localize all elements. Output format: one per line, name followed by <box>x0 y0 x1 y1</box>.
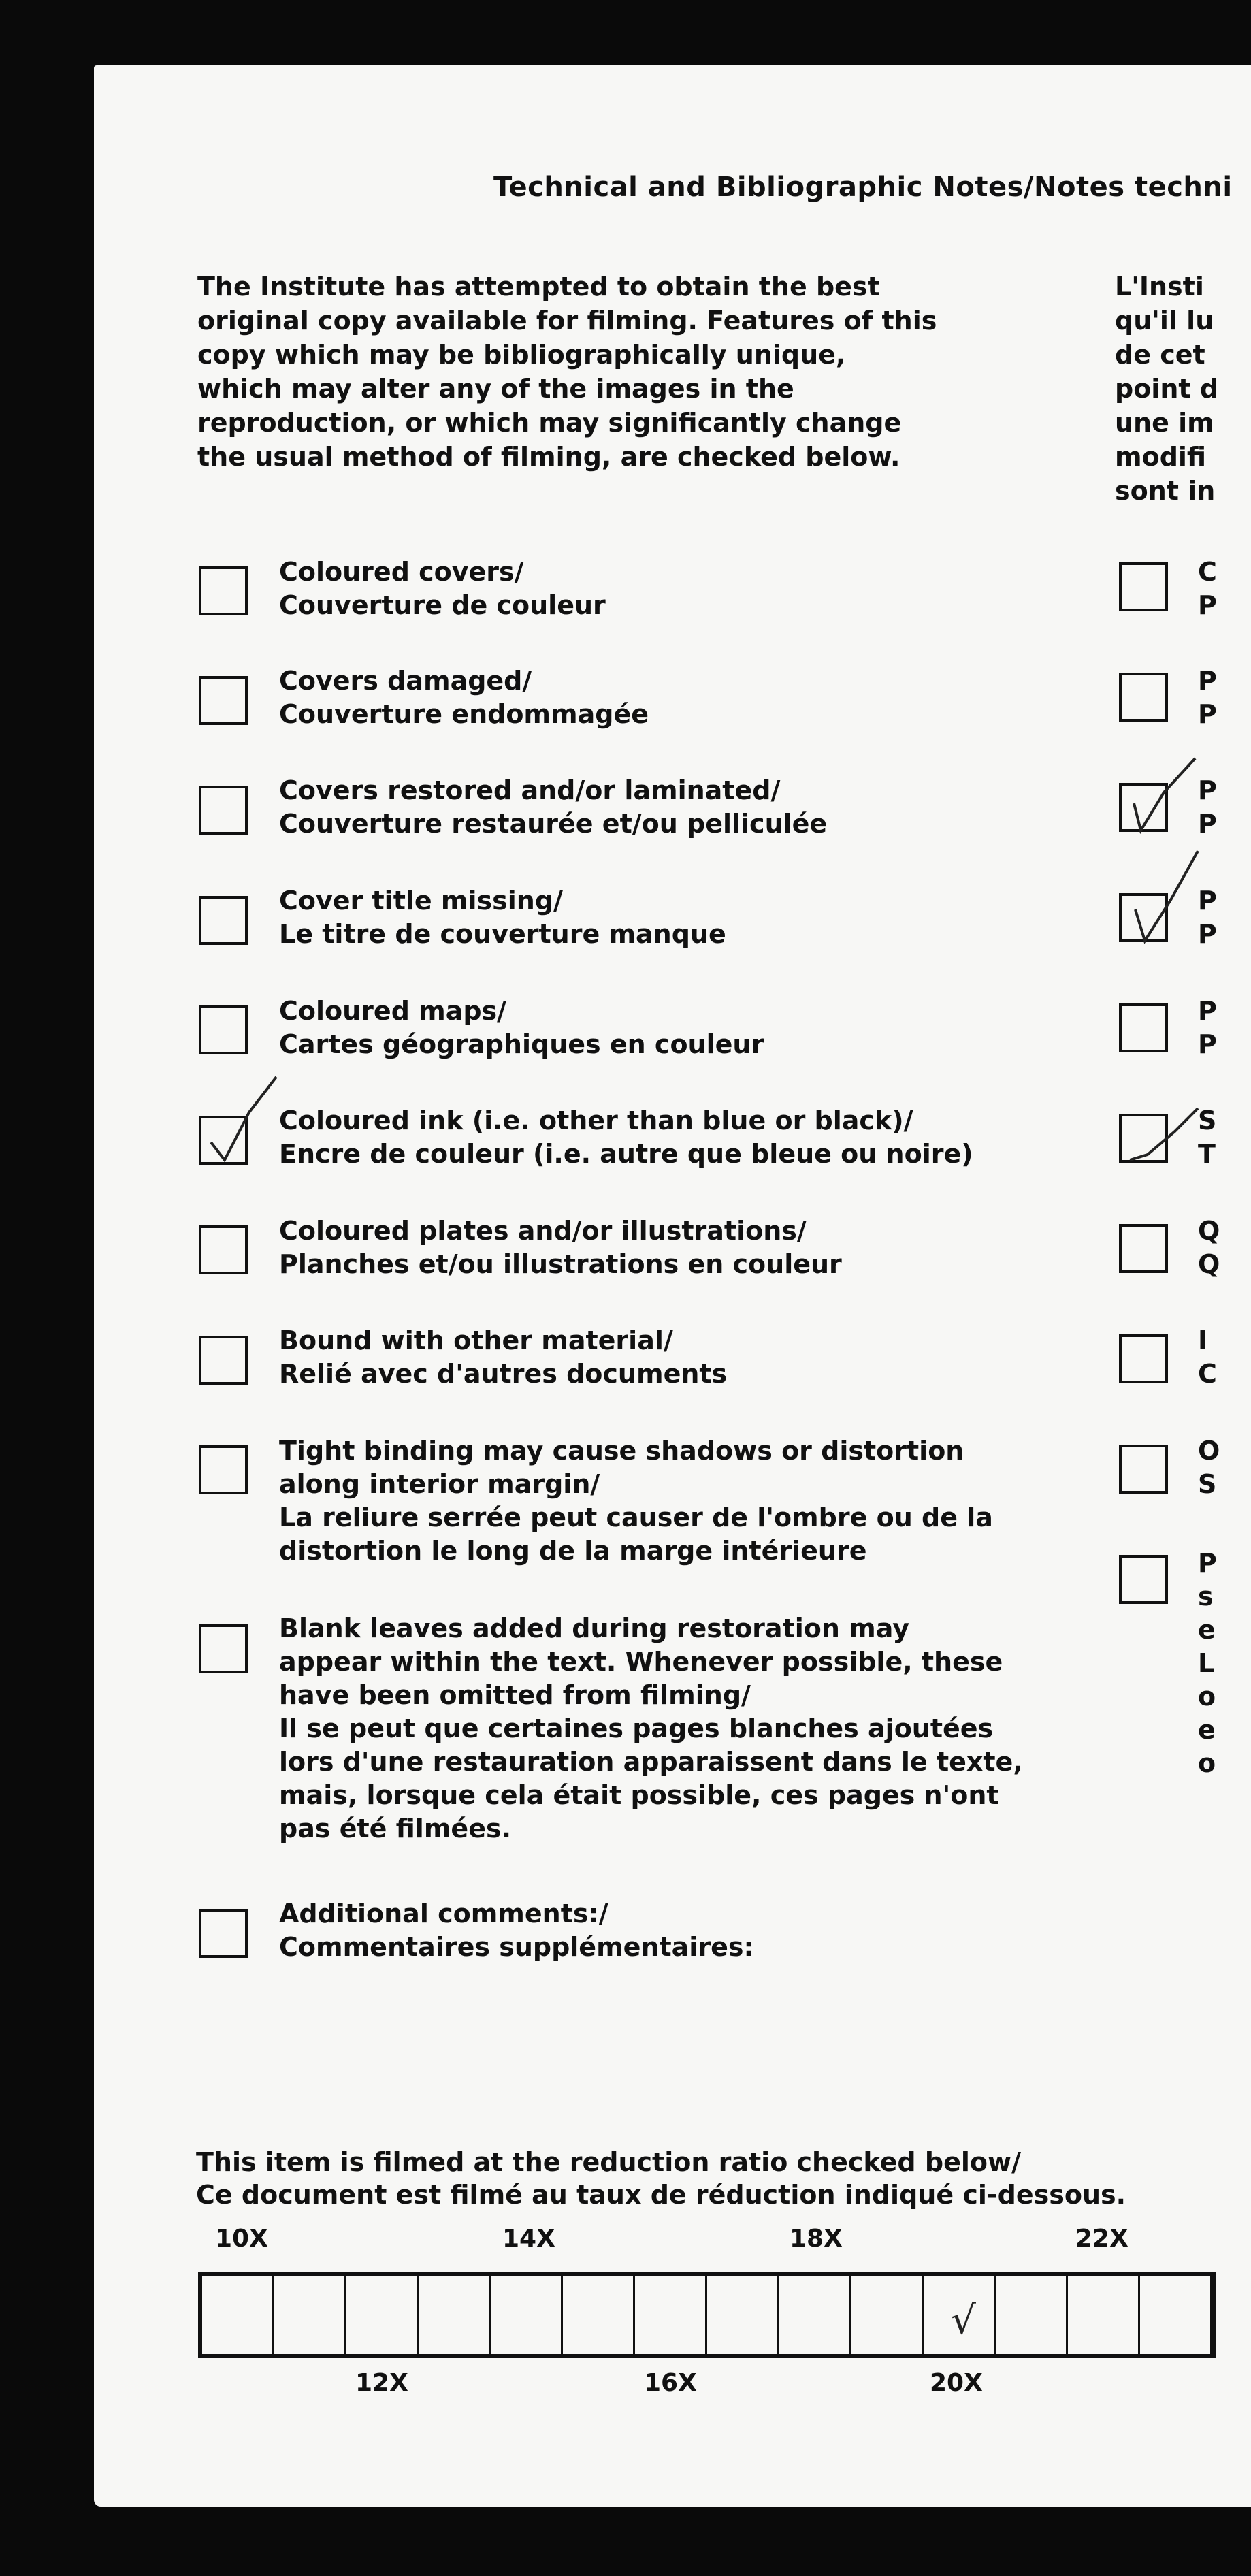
item-label-line: Couverture endommagée <box>279 699 649 729</box>
scale-label-bottom: 20X <box>930 2369 983 2397</box>
right-item-letter: o <box>1198 1748 1216 1778</box>
item-label-line: Coloured maps/ <box>279 996 507 1026</box>
scale-label-top: 22X <box>1075 2225 1128 2253</box>
checkbox-right-3[interactable] <box>1119 783 1168 832</box>
right-intro-line: une im <box>1115 408 1214 438</box>
item-label-line: Relié avec d'autres documents <box>279 1359 728 1389</box>
item-label-line: lors d'une restauration apparaissent dans le texte, <box>279 1747 1023 1777</box>
item-label-line: Coloured plates and/or illustrations/ <box>279 1216 807 1246</box>
left-intro-line: The Institute has attempted to obtain the best <box>197 272 880 302</box>
right-item-letter: I <box>1198 1325 1208 1355</box>
ratio-cell[interactable] <box>202 2276 274 2354</box>
right-item-2 <box>1198 664 1217 731</box>
item-blank-leaves <box>279 1612 1023 1846</box>
right-item-letter: P <box>1198 809 1217 839</box>
right-item-letter: P <box>1198 666 1217 696</box>
ratio-cell[interactable] <box>635 2276 707 2354</box>
item-label-line: Cartes géographiques en couleur <box>279 1029 764 1059</box>
right-item-letter: P <box>1198 886 1217 916</box>
ratio-cell[interactable] <box>996 2276 1068 2354</box>
right-intro-line: L'Insti <box>1115 272 1204 302</box>
right-intro <box>1115 270 1218 508</box>
ratio-cell[interactable] <box>274 2276 346 2354</box>
right-item-letter: O <box>1198 1436 1220 1466</box>
checkbox-right-4[interactable] <box>1119 893 1168 942</box>
right-item-letter: e <box>1198 1615 1216 1645</box>
item-additional-comments <box>279 1897 754 1964</box>
right-item-4 <box>1198 884 1217 951</box>
item-covers-damaged <box>279 664 649 731</box>
item-label-line: distortion le long de la marge intérieure <box>279 1536 867 1566</box>
scale-label-top: 10X <box>215 2225 268 2253</box>
checkbox-right-6[interactable] <box>1119 1114 1168 1163</box>
item-label-line: Couverture de couleur <box>279 590 606 620</box>
right-item-letter: Q <box>1198 1216 1220 1246</box>
item-label-line: Cover title missing/ <box>279 886 563 916</box>
right-item-letter: C <box>1198 557 1217 587</box>
right-intro-line: sont in <box>1115 476 1216 506</box>
scale-label-top: 14X <box>502 2225 555 2253</box>
checkbox-right-9[interactable] <box>1119 1445 1168 1494</box>
item-label-line: pas été filmées. <box>279 1814 512 1844</box>
ratio-cell[interactable] <box>707 2276 779 2354</box>
checkbox-coloured-plates[interactable] <box>199 1225 248 1274</box>
right-item-5 <box>1198 995 1217 1061</box>
right-item-letter: P <box>1198 919 1217 949</box>
item-label-line: Planches et/ou illustrations en couleur <box>279 1249 842 1279</box>
checkbox-coloured-maps[interactable] <box>199 1005 248 1054</box>
right-item-letter: Q <box>1198 1249 1220 1279</box>
left-intro-line: reproduction, or which may significantly change <box>197 408 902 438</box>
right-item-10 <box>1198 1547 1217 1780</box>
item-label-line: Coloured covers/ <box>279 557 524 587</box>
left-intro-line: which may alter any of the images in the <box>197 374 794 404</box>
item-label-line: Blank leaves added during restoration may <box>279 1613 909 1643</box>
item-label-line: Couverture restaurée et/ou pelliculée <box>279 809 828 839</box>
right-item-8 <box>1198 1324 1217 1391</box>
item-bound-with <box>279 1324 727 1391</box>
right-item-letter: P <box>1198 1029 1217 1059</box>
item-label-line: Bound with other material/ <box>279 1325 673 1355</box>
ratio-cell[interactable] <box>1068 2276 1140 2354</box>
item-coloured-covers <box>279 556 606 622</box>
right-item-3 <box>1198 774 1217 841</box>
checkbox-tight-binding[interactable] <box>199 1445 248 1494</box>
right-item-1 <box>1198 556 1217 622</box>
item-label-line: have been omitted from filming/ <box>279 1680 751 1710</box>
ratio-cell[interactable] <box>346 2276 419 2354</box>
item-label-line: Coloured ink (i.e. other than blue or black)/ <box>279 1106 913 1136</box>
item-label-line: Tight binding may cause shadows or distortion <box>279 1436 964 1466</box>
item-label-line: appear within the text. Whenever possible, these <box>279 1647 1003 1677</box>
right-item-letter: o <box>1198 1681 1216 1711</box>
right-intro-line: de cet <box>1115 340 1205 370</box>
reduction-note-fr: Ce document est filmé au taux de réduction indiqué ci-dessous. <box>196 2180 1126 2210</box>
scale-label-bottom: 12X <box>355 2369 408 2397</box>
right-intro-line: modifi <box>1115 442 1207 472</box>
ratio-cell-checked[interactable] <box>924 2276 996 2354</box>
ratio-cell[interactable] <box>851 2276 924 2354</box>
left-intro-line: original copy available for filming. Features of this <box>197 306 937 336</box>
scale-label-bottom: 16X <box>644 2369 697 2397</box>
scale-label-top: 18X <box>790 2225 843 2253</box>
item-label-line: Il se peut que certaines pages blanches ajoutées <box>279 1713 994 1743</box>
left-intro <box>197 270 937 474</box>
item-label-line: Covers damaged/ <box>279 666 532 696</box>
item-label-line: Additional comments:/ <box>279 1899 608 1929</box>
right-item-letter: e <box>1198 1715 1216 1745</box>
item-label-line: along interior margin/ <box>279 1469 600 1499</box>
page-title: Technical and Bibliographic Notes/Notes techni <box>493 172 1233 203</box>
right-item-9 <box>1198 1434 1220 1501</box>
ratio-check-mark: √ <box>951 2297 976 2343</box>
checkbox-blank-leaves[interactable] <box>199 1624 248 1673</box>
right-item-letter: C <box>1198 1359 1217 1389</box>
right-intro-line: point d <box>1115 374 1218 404</box>
checkbox-coloured-covers[interactable] <box>199 566 248 615</box>
right-item-letter: T <box>1198 1139 1216 1169</box>
item-label-line: Commentaires supplémentaires: <box>279 1932 754 1962</box>
right-item-letter: S <box>1198 1106 1217 1136</box>
item-coloured-plates <box>279 1214 842 1281</box>
checkbox-right-2[interactable] <box>1119 673 1168 722</box>
right-item-6 <box>1198 1104 1216 1171</box>
left-intro-line: copy which may be bibliographically unique, <box>197 340 846 370</box>
ratio-cell[interactable] <box>1140 2276 1212 2354</box>
checkbox-cover-title-missing[interactable] <box>199 896 248 945</box>
right-item-letter: P <box>1198 590 1217 620</box>
reduction-note-en: This item is filmed at the reduction ratio checked below/ <box>196 2147 1021 2177</box>
ratio-cell[interactable] <box>491 2276 563 2354</box>
right-item-7 <box>1198 1214 1220 1281</box>
ratio-cell[interactable] <box>563 2276 635 2354</box>
reduction-ratio-grid <box>198 2272 1216 2358</box>
checkbox-bound-with[interactable] <box>199 1336 248 1385</box>
item-label-line: Covers restored and/or laminated/ <box>279 775 781 805</box>
right-item-letter: P <box>1198 775 1217 805</box>
item-tight-binding <box>279 1434 993 1568</box>
item-label-line: Encre de couleur (i.e. autre que bleue ou noire) <box>279 1139 973 1169</box>
checkbox-right-7[interactable] <box>1119 1224 1168 1273</box>
item-label-line: mais, lorsque cela était possible, ces pages n'ont <box>279 1780 999 1810</box>
item-coloured-maps <box>279 995 764 1061</box>
right-item-letter: P <box>1198 996 1217 1026</box>
checkbox-covers-damaged[interactable] <box>199 676 248 725</box>
right-item-letter: P <box>1198 1548 1217 1578</box>
ratio-cell[interactable] <box>419 2276 491 2354</box>
checkbox-coloured-ink[interactable] <box>199 1116 248 1165</box>
notes-page <box>94 65 1251 2507</box>
item-covers-restored <box>279 774 827 841</box>
ratio-cell[interactable] <box>779 2276 851 2354</box>
item-cover-title-missing <box>279 884 726 951</box>
right-item-letter: P <box>1198 699 1217 729</box>
checkbox-right-1[interactable] <box>1119 562 1168 611</box>
checkbox-covers-restored[interactable] <box>199 786 248 835</box>
checkbox-additional-comments[interactable] <box>199 1909 248 1958</box>
item-coloured-ink <box>279 1104 973 1171</box>
checkbox-right-10[interactable] <box>1119 1555 1168 1604</box>
right-item-letter: L <box>1198 1648 1215 1678</box>
item-label-line: Le titre de couverture manque <box>279 919 726 949</box>
checkbox-right-8[interactable] <box>1119 1334 1168 1383</box>
right-item-letter: s <box>1198 1581 1214 1611</box>
checkbox-right-5[interactable] <box>1119 1003 1168 1052</box>
right-item-letter: S <box>1198 1469 1217 1499</box>
right-intro-line: qu'il lu <box>1115 306 1214 336</box>
item-label-line: La reliure serrée peut causer de l'ombre ou de la <box>279 1502 993 1532</box>
left-intro-line: the usual method of filming, are checked below. <box>197 442 900 472</box>
